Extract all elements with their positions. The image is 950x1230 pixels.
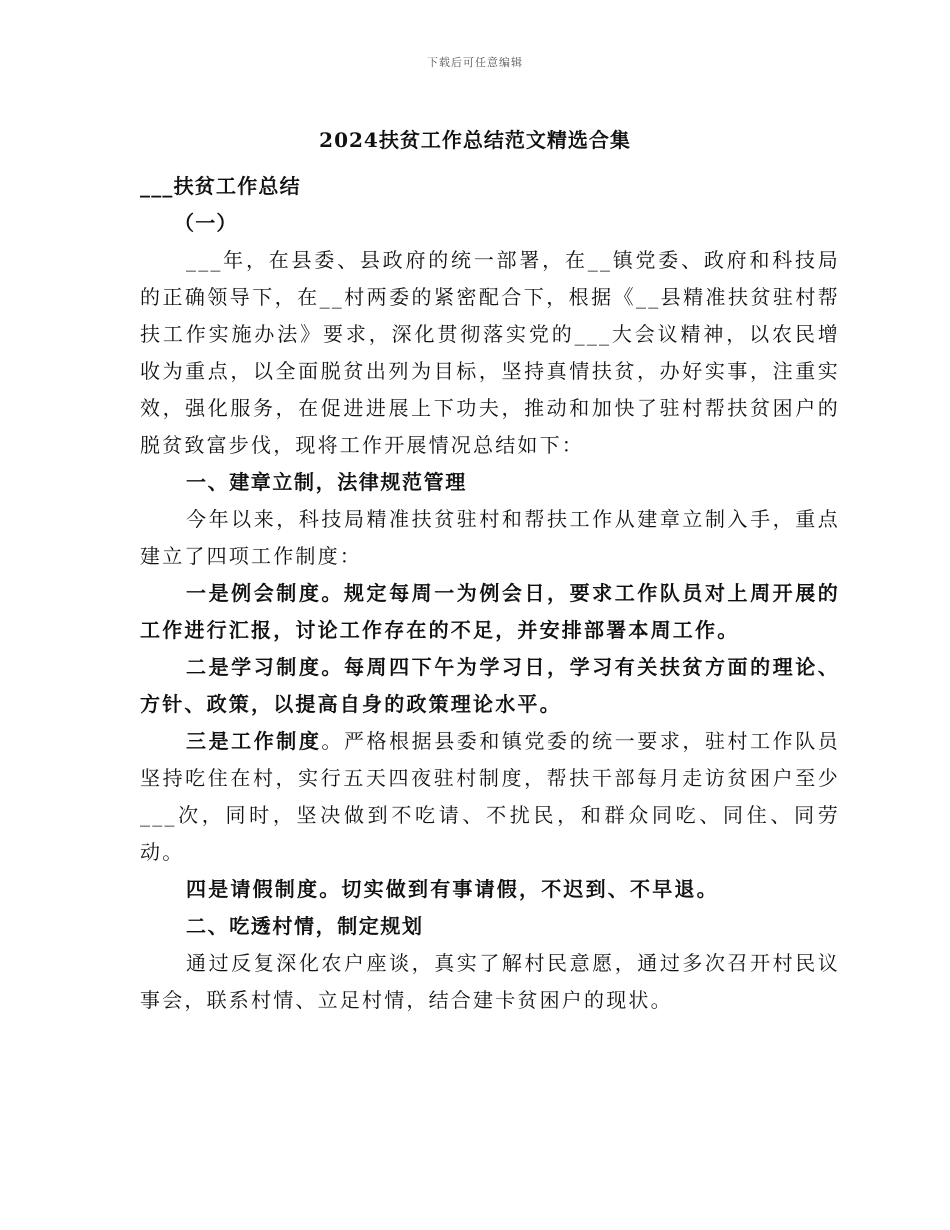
- section-subtitle: ___扶贫工作总结: [140, 174, 301, 198]
- rule-4-paragraph: 四是请假制度。切实做到有事请假，不迟到、不早退。: [186, 877, 719, 901]
- intro-paragraph: ___年，在县委、县政府的统一部署，在__镇党委、政府和科技局的正确领导下，在__村两委的紧密配合下，根据《__县精准扶贫驻村帮扶工作实施办法》要求，深化贯彻落实党的___大会议精神，以农民增收为重点，以全面脱贫出列为目标，坚持真情扶贫，办好实事，注重实效，强化服务，在促进进展上下功夫，推动和加快了驻村帮扶贫困户的脱贫致富步伐，现将工作开展情况总结如下：: [140, 248, 840, 457]
- rule-2-paragraph: 二是学习制度。每周四下午为学习日，学习有关扶贫方面的理论、方针、政策，以提高自身的政策理论水平。: [140, 655, 840, 716]
- part-number: （一）: [174, 211, 238, 235]
- section-heading-2: 二、吃透村情，制定规划: [186, 914, 424, 938]
- rule-3-text: 。严格根据县委和镇党委的统一要求，驻村工作队员坚持吃住在村，实行五天四夜驻村制度，帮扶干部每月走访贫困户至少___次，同时，坚决做到不吃请、不扰民，和群众同吃、同住、同劳动。: [140, 729, 840, 864]
- document-body: [140, 168, 840, 1019]
- header-note: 下载后可任意编辑: [427, 56, 523, 69]
- section-heading-1: 一、建章立制，法律规范管理: [186, 470, 467, 494]
- section-1-paragraph: 今年以来，科技局精准扶贫驻村和帮扶工作从建章立制入手，重点建立了四项工作制度：: [140, 507, 840, 568]
- rule-3-heading: 三是工作制度: [186, 729, 322, 753]
- rule-3-paragraph: [140, 723, 840, 871]
- section-2-paragraph: 通过反复深化农户座谈，真实了解村民意愿，通过多次召开村民议事会，联系村情、立足村情，结合建卡贫困户的现状。: [140, 951, 840, 1012]
- rule-1-paragraph: 一是例会制度。规定每周一为例会日，要求工作队员对上周开展的工作进行汇报，讨论工作存在的不足，并安排部署本周工作。: [140, 581, 840, 642]
- document-title: 2024扶贫工作总结范文精选合集: [319, 128, 631, 152]
